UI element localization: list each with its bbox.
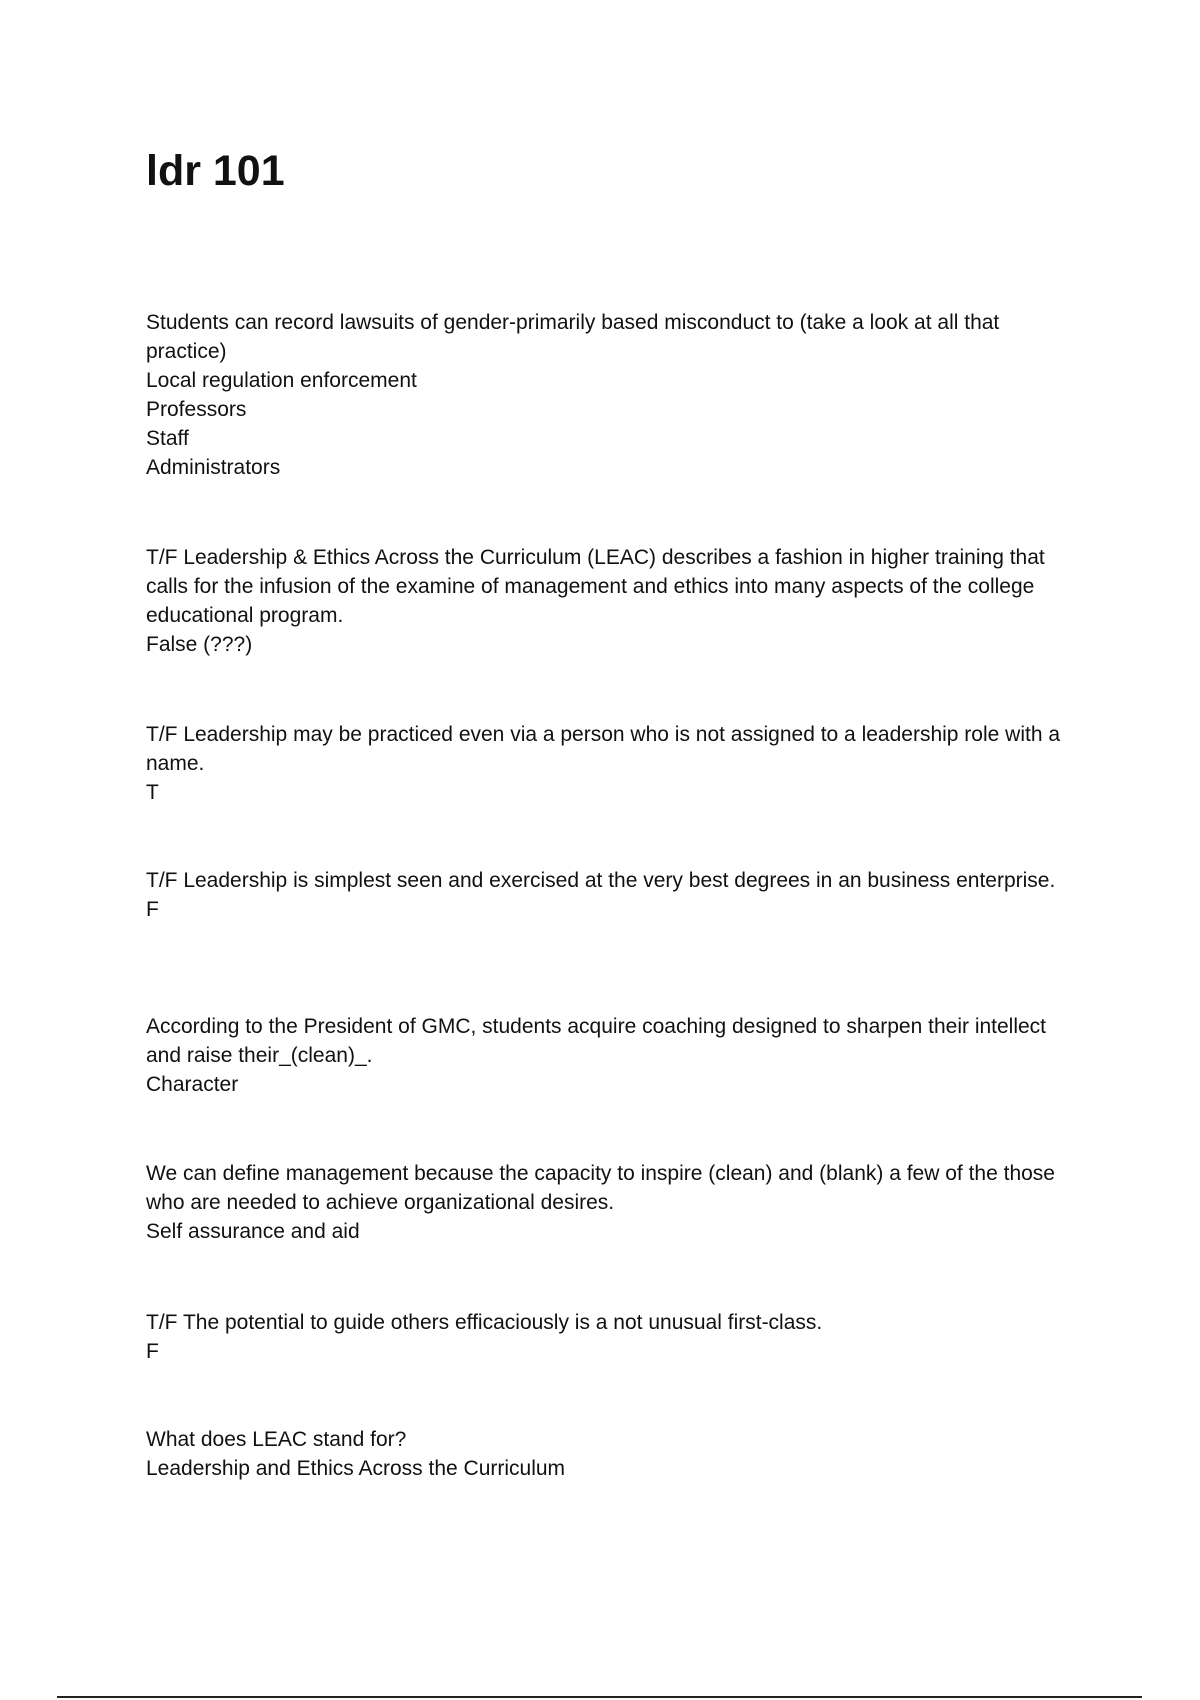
question-text: T/F Leadership & Ethics Across the Curriculum (LEAC) describes a fashion in higher training that calls for the infusion of the examine of management and ethics into many aspects of the college educational program. bbox=[146, 546, 1045, 627]
qa-item bbox=[146, 1425, 1066, 1483]
qa-item bbox=[146, 543, 1066, 659]
answer-text: Leadership and Ethics Across the Curriculum bbox=[146, 1457, 566, 1480]
answer-option: Administrators bbox=[146, 456, 281, 479]
question-text: We can define management because the capacity to inspire (clean) and (blank) a few of the those who are needed to achieve organizational desires. bbox=[146, 1162, 1055, 1214]
answer-text: Self assurance and aid bbox=[146, 1220, 360, 1243]
answer-text: F bbox=[146, 1340, 159, 1363]
qa-item bbox=[146, 1159, 1066, 1246]
page-bottom-rule bbox=[57, 1696, 1142, 1698]
answer-option: Staff bbox=[146, 427, 189, 450]
question-text: According to the President of GMC, students acquire coaching designed to sharpen their intellect and raise their_(clean)_. bbox=[146, 1015, 1047, 1067]
answer-option: Professors bbox=[146, 398, 247, 421]
document-title: ldr 101 bbox=[146, 147, 285, 195]
qa-item bbox=[146, 1012, 1066, 1099]
qa-item bbox=[146, 866, 1066, 924]
answer-text: T bbox=[146, 781, 159, 804]
qa-item bbox=[146, 720, 1066, 807]
question-text: T/F Leadership is simplest seen and exercised at the very best degrees in an business enterprise. bbox=[146, 869, 1056, 892]
answer-text: F bbox=[146, 898, 159, 921]
qa-item bbox=[146, 308, 1066, 482]
qa-item bbox=[146, 1308, 1066, 1366]
question-text: What does LEAC stand for? bbox=[146, 1428, 407, 1451]
question-text: T/F The potential to guide others efficaciously is a not unusual first-class. bbox=[146, 1311, 823, 1334]
answer-list bbox=[146, 366, 1066, 482]
question-text: Students can record lawsuits of gender-primarily based misconduct to (take a look at all that practice) bbox=[146, 311, 1000, 363]
answer-text: Character bbox=[146, 1073, 239, 1096]
question-text: T/F Leadership may be practiced even via a person who is not assigned to a leadership role with a name. bbox=[146, 723, 1061, 775]
answer-text: False (???) bbox=[146, 633, 253, 656]
answer-option: Local regulation enforcement bbox=[146, 369, 417, 392]
